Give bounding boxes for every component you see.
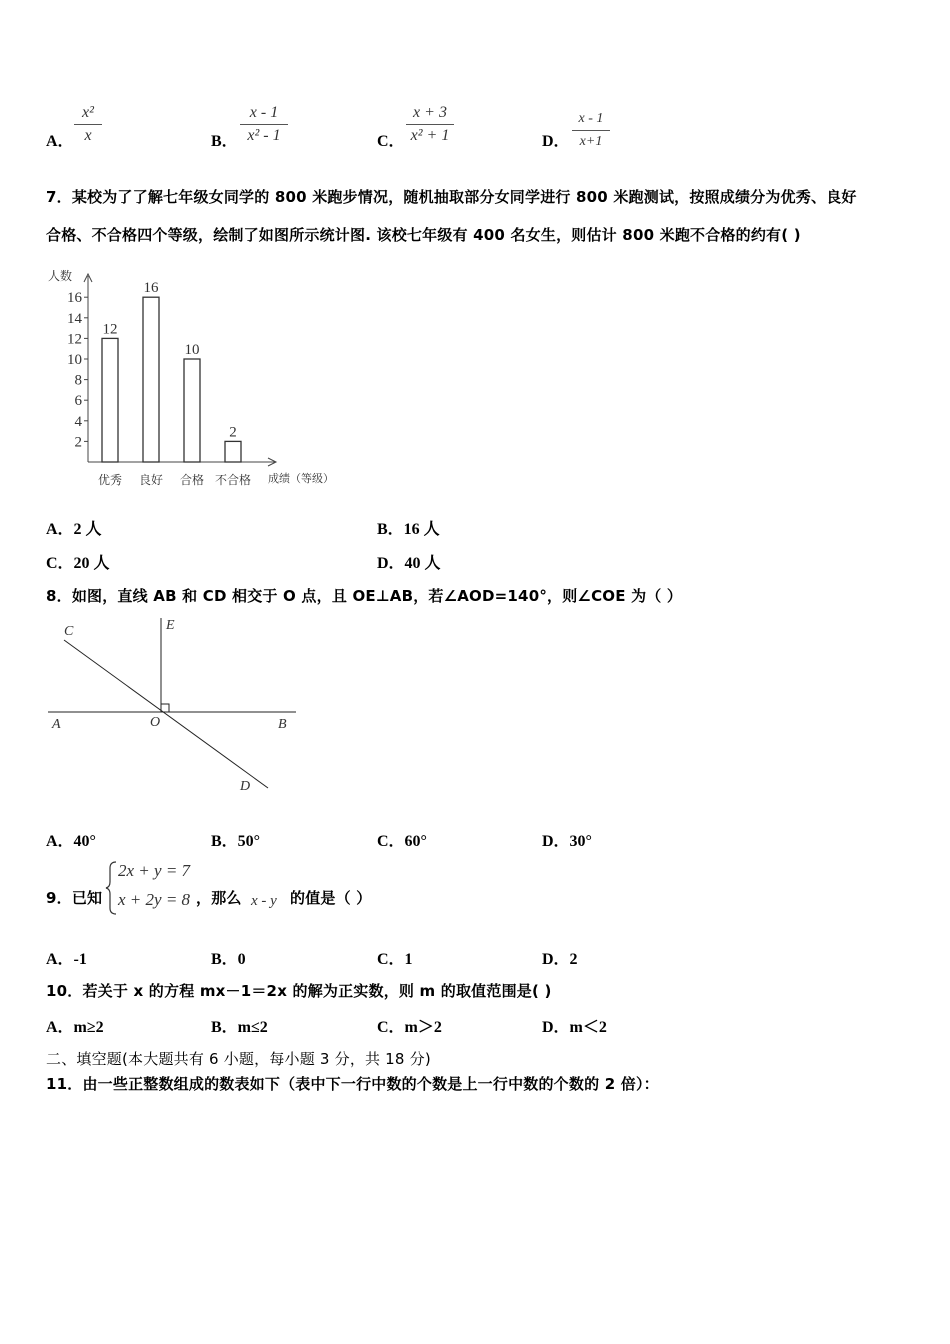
q6-option-b-fraction (240, 104, 288, 145)
q8-geometry-figure (40, 612, 310, 797)
q6-option-c-fraction (406, 104, 454, 145)
label-a: A (52, 717, 61, 732)
bar-3 (225, 441, 241, 462)
category-label: 优秀 (97, 473, 123, 487)
y-tick-label: 8 (74, 372, 82, 389)
system-brace (104, 860, 118, 916)
q6-option-a-label: A． (46, 133, 74, 150)
q9-option-d: D．2 (542, 951, 578, 968)
q7-option-d: D．40 人 (377, 555, 441, 572)
label-c: C (64, 624, 74, 639)
bar-0 (102, 338, 118, 462)
q9-option-c: C．1 (377, 951, 413, 968)
category-label: 不合格 (214, 473, 252, 487)
q7-bar-chart (40, 262, 360, 494)
q8-option-d: D．30° (542, 833, 592, 850)
label-d: D (240, 779, 251, 794)
x-axis-label: 成绩（等级） (268, 473, 334, 485)
y-tick-label: 12 (67, 331, 82, 348)
q9-option-a: A．-1 (46, 951, 87, 968)
bar-1 (143, 297, 159, 462)
q6-option-d-num: x - 1 (578, 111, 604, 126)
y-tick-label: 10 (67, 352, 82, 368)
q7-option-a: A．2 人 (46, 521, 102, 538)
q8-option-a: A．40° (46, 833, 96, 850)
bar-value-label: 16 (143, 280, 159, 297)
q6-option-b-den: x² - 1 (247, 127, 281, 144)
line-cd (64, 640, 268, 788)
bar-value-label: 2 (229, 424, 237, 441)
q7-text-line1: 7．某校为了了解七年级女同学的 800 米跑步情况，随机抽取部分女同学进行 800 米跑测试，按照成绩分为优秀、良好 (46, 188, 857, 206)
bar-value-label: 10 (184, 342, 200, 358)
q9-option-b: B．0 (211, 951, 246, 968)
label-o: O (150, 715, 161, 730)
q10-text: 10．若关于 x 的方程 mx－1＝2x 的解为正实数，则 m 的取值范围是( ) (46, 982, 552, 1000)
q7-option-c: C．20 人 (46, 555, 110, 572)
q8-option-c: C．60° (377, 833, 427, 850)
q6-option-a-fraction (74, 104, 102, 145)
q10-option-d: D．m＜2 (542, 1019, 607, 1036)
q10-option-c: C．m＞2 (377, 1019, 442, 1036)
bar-value-label: 12 (102, 321, 118, 338)
section-2-title: 二、填空题(本大题共有 6 小题，每小题 3 分，共 18 分) (46, 1050, 431, 1068)
q6-option-d-fraction (572, 110, 610, 151)
q6-option-d-den: x+1 (579, 134, 603, 149)
q10-option-a: A．m≥2 (46, 1019, 104, 1036)
q9-expression: x - y (251, 893, 277, 909)
y-axis-label: 人数 (48, 269, 73, 283)
q11-text: 11．由一些正整数组成的数表如下（表中下一行中数的个数是上一行中数的个数的 2 倍）： (46, 1075, 659, 1093)
q6-option-b-num: x - 1 (249, 104, 279, 121)
q8-text: 8．如图，直线 AB 和 CD 相交于 O 点，且 OE⊥AB，若∠AOD=140°，则∠COE 为（ ） (46, 587, 683, 605)
y-tick-label: 14 (67, 310, 82, 327)
label-e: E (166, 618, 175, 633)
q9-middle: ，那么 (196, 889, 242, 907)
q6-option-a-num: x² (82, 104, 94, 121)
q8-option-b: B．50° (211, 833, 261, 850)
q7-option-b: B．16 人 (377, 521, 440, 538)
bar-2 (184, 359, 200, 462)
q6-option-c-den: x² + 1 (410, 127, 450, 144)
category-label: 良好 (138, 473, 164, 487)
y-tick-label: 4 (74, 413, 82, 430)
q6-option-d-label: D． (542, 133, 570, 150)
q10-option-b: B．m≤2 (211, 1019, 268, 1036)
label-b: B (278, 717, 287, 732)
q6-option-c-num: x + 3 (413, 104, 447, 121)
q9-prefix: 9．已知 (46, 889, 103, 907)
q6-option-c-label: C． (377, 133, 405, 150)
y-tick-label: 2 (74, 434, 82, 451)
q7-text-line2: 合格、不合格四个等级，绘制了如图所示统计图. 该校七年级有 400 名女生，则估计 800 米跑不合格的约有( ) (46, 226, 801, 244)
q9-suffix: 的值是（ ） (290, 889, 372, 907)
q6-option-b-label: B． (211, 133, 238, 150)
y-tick-label: 16 (67, 290, 82, 307)
q9-equation-1: 2x + y = 7 (118, 861, 191, 880)
q9-equation-2: x + 2y = 8 (118, 890, 191, 909)
y-tick-label: 6 (74, 393, 82, 410)
q6-option-a-den: x (84, 127, 92, 144)
category-label: 合格 (179, 473, 205, 487)
